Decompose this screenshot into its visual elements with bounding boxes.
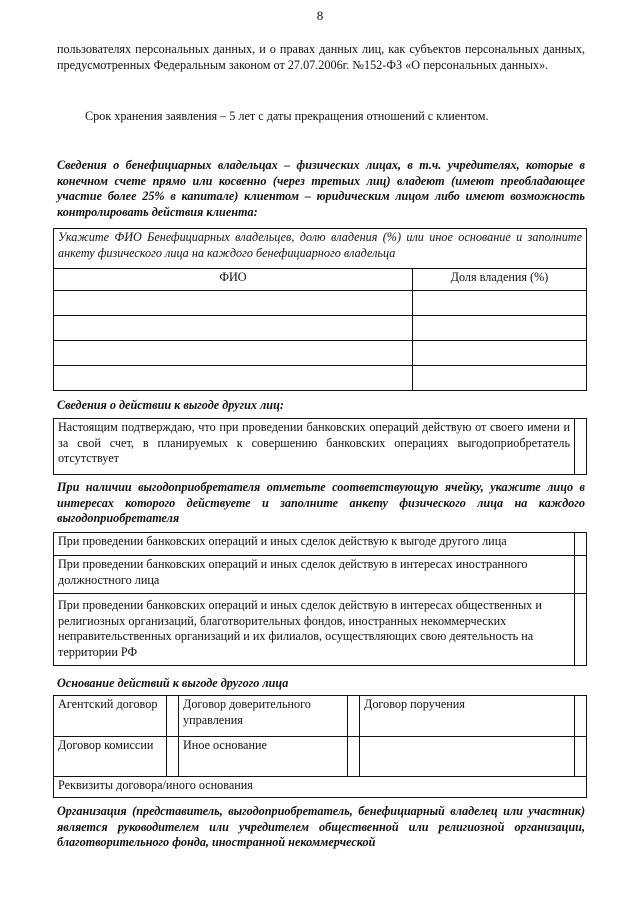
statement-checkbox[interactable] [575,419,587,475]
column-share: Доля владения (%) [413,269,587,291]
basis-trust: Договор доверительного управления [179,696,348,737]
page-number: 8 [316,8,324,23]
share-cell[interactable] [413,341,587,366]
basis-other: Иное основание [179,737,348,777]
basis-other-input[interactable] [360,737,575,777]
basis-checkbox[interactable] [348,696,360,737]
share-cell[interactable] [413,291,587,316]
basis-checkbox[interactable] [575,696,587,737]
basis-checkbox[interactable] [167,696,179,737]
statement-table [53,418,587,475]
beneficiary-table [53,228,587,391]
option-checkbox[interactable] [575,556,587,594]
intro-paragraph: пользователях персональных данных, и о правах данных лиц, как субъектов персональных данных, предусмотренных Федеральным законом от 27.07.2006г. №152-ФЗ «О персональных данных». [57,42,585,72]
option-benefit-other: При проведении банковских операций и иных сделок действую к выгоде другого лица [54,533,575,556]
beneficiary-heading: Сведения о бенефициарных владельцах – физических лицах, в т.ч. учредителях, которые в конечном счете прямо или косвенно (через третьих лиц) владеют (имеют преобладающее участие более 25% в капитале) клиентом – юридическим лицом либо имеют возможность контролировать действия клиента: [57,158,585,219]
option-checkbox[interactable] [575,533,587,556]
basis-agency: Агентский договор [54,696,167,737]
retention-paragraph: Срок хранения заявления – 5 лет с даты прекращения отношений с клиентом. [85,109,489,123]
fio-cell[interactable] [54,291,413,316]
column-fio: ФИО [54,269,413,291]
share-cell[interactable] [413,366,587,391]
basis-empty [575,737,587,777]
basis-checkbox[interactable] [348,737,360,777]
basis-commission-order: Договор поручения [360,696,575,737]
basis-heading: Основание действий к выгоде другого лица [57,676,289,690]
share-cell[interactable] [413,316,587,341]
basis-commission: Договор комиссии [54,737,167,777]
option-checkbox[interactable] [575,594,587,666]
fio-cell[interactable] [54,366,413,391]
fio-cell[interactable] [54,316,413,341]
basis-details: Реквизиты договора/иного основания [54,777,587,798]
option-foreign-official: При проведении банковских операций и иных сделок действую в интересах иностранного должностного лица [54,556,575,594]
basis-checkbox[interactable] [167,737,179,777]
organization-paragraph: Организация (представитель, выгодоприобретатель, бенефициарный владелец или участник) является руководителем или учредителем общественной или религиозной организации, благотворительного фонда, иностранной некоммерческой [57,804,585,850]
basis-table [53,695,587,798]
benefit-heading: Сведения о действии к выгоде других лиц: [57,398,284,412]
option-organizations: При проведении банковских операций и иных сделок действую в интересах общественных и религиозных организаций, благотворительных фондов, иностранных некоммерческих неправительственных организаций и их филиалов, осуществляющих свою деятельность на территории РФ [54,594,575,666]
benefit-options-table [53,532,587,666]
beneficiary-instruction: Укажите ФИО Бенефициарных владельцев, долю владения (%) или иное основание и заполните анкету физического лица на каждого бенефициарного владельца [54,229,587,269]
statement-text: Настоящим подтверждаю, что при проведении банковских операций действую от своего имени и за свой счет, в планируемых к совершению банковских операциях выгодоприобретатель отсутствует [54,419,575,475]
beneficiary-instruction-heading: При наличии выгодоприобретателя отметьте соответствующую ячейку, укажите лицо в интересах которого действуете и заполните анкету физического лица на каждого выгодоприобретателя [57,480,585,526]
fio-cell[interactable] [54,341,413,366]
